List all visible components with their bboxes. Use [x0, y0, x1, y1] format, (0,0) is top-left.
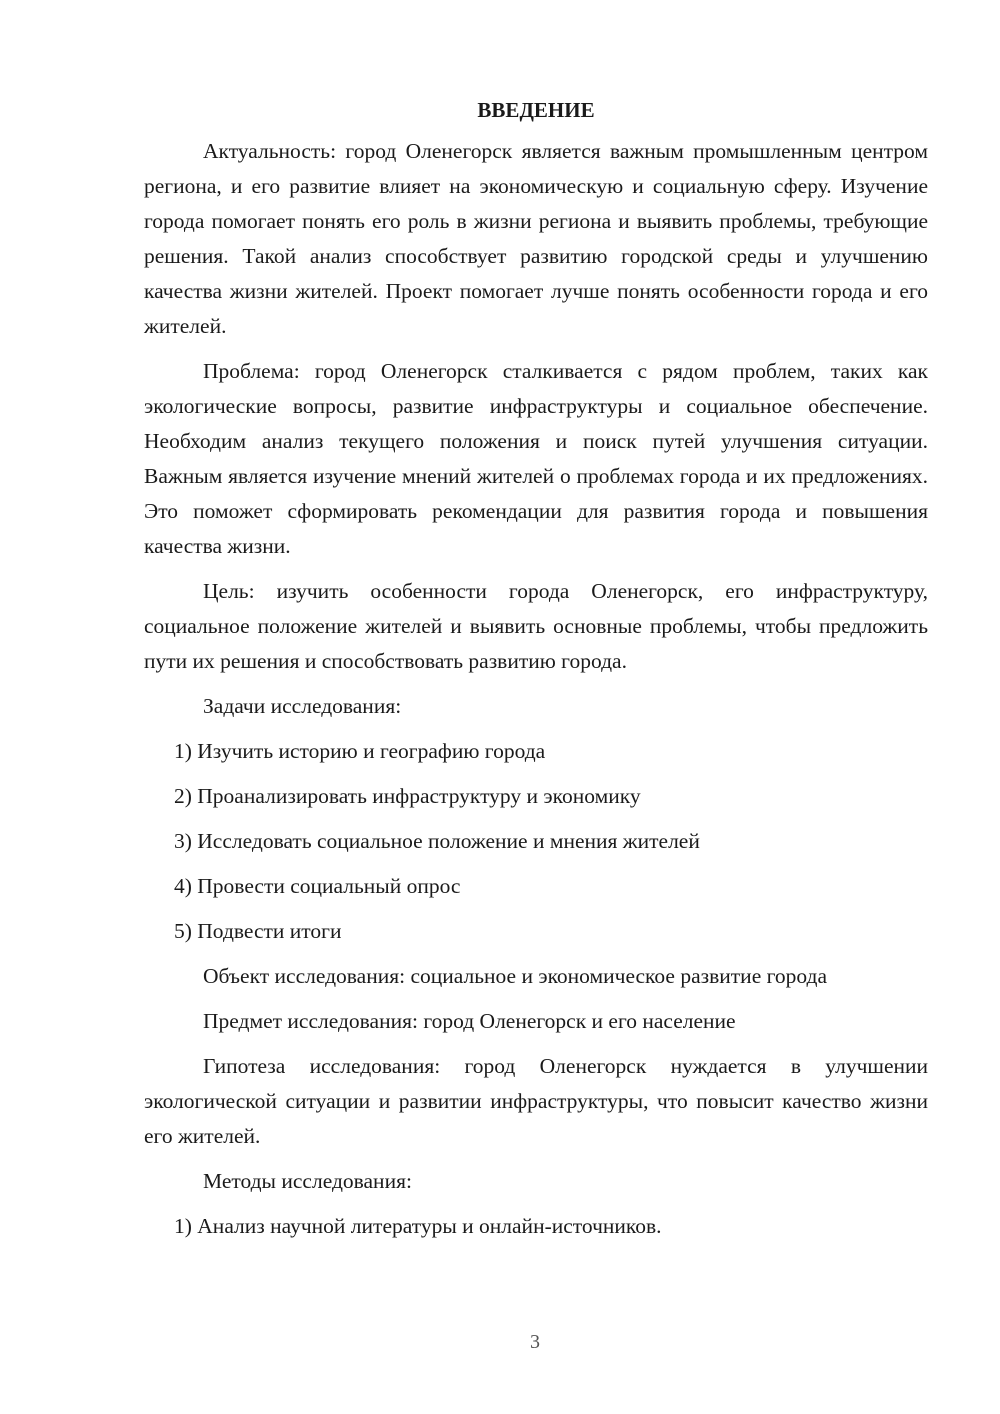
object-line: Объект исследования: социальное и экономическое развитие города	[203, 964, 828, 988]
problem-paragraph: Проблема: город Оленегорск сталкивается с рядом проблем, таких как экологические вопросы, развитие инфраструктуры и социальное обеспечение. Необходим анализ текущего положения и поиск путей улучшения ситуации. Важным является изучение мнений жителей о проблемах города и их предложениях. Это поможет сформировать рекомендации для развития города и повышения качества жизни.	[144, 359, 928, 558]
task-item-2: 2) Проанализировать инфраструктуру и экономику	[174, 784, 641, 808]
subject-line: Предмет исследования: город Оленегорск и его население	[203, 1009, 736, 1033]
document-page	[144, 90, 928, 1254]
task-item-1: 1) Изучить историю и географию города	[174, 739, 546, 763]
goal-paragraph: Цель: изучить особенности города Оленегорск, его инфраструктуру, социальное положение жителей и выявить основные проблемы, чтобы предложить пути их решения и способствовать развитию города.	[144, 579, 928, 673]
method-item-1: 1) Анализ научной литературы и онлайн-источников.	[174, 1214, 662, 1238]
tasks-heading: Задачи исследования:	[203, 694, 402, 718]
methods-heading: Методы исследования:	[203, 1169, 412, 1193]
task-item-3: 3) Исследовать социальное положение и мнения жителей	[174, 829, 700, 853]
section-title: ВВЕДЕНИЕ	[477, 98, 595, 122]
relevance-paragraph: Актуальность: город Оленегорск является важным промышленным центром региона, и его развитие влияет на экономическую и социальную сферу. Изучение города помогает понять его роль в жизни региона и выявить проблемы, требующие решения. Такой анализ способствует развитию городской среды и улучшению качества жизни жителей. Проект помогает лучше понять особенности города и его жителей.	[144, 139, 928, 338]
hypothesis-paragraph: Гипотеза исследования: город Оленегорск нуждается в улучшении экологической ситуации и развитии инфраструктуры, что повысит качество жизни его жителей.	[144, 1054, 928, 1148]
task-item-5: 5) Подвести итоги	[174, 919, 342, 943]
task-item-4: 4) Провести социальный опрос	[174, 874, 461, 898]
page-number: 3	[530, 1331, 540, 1353]
